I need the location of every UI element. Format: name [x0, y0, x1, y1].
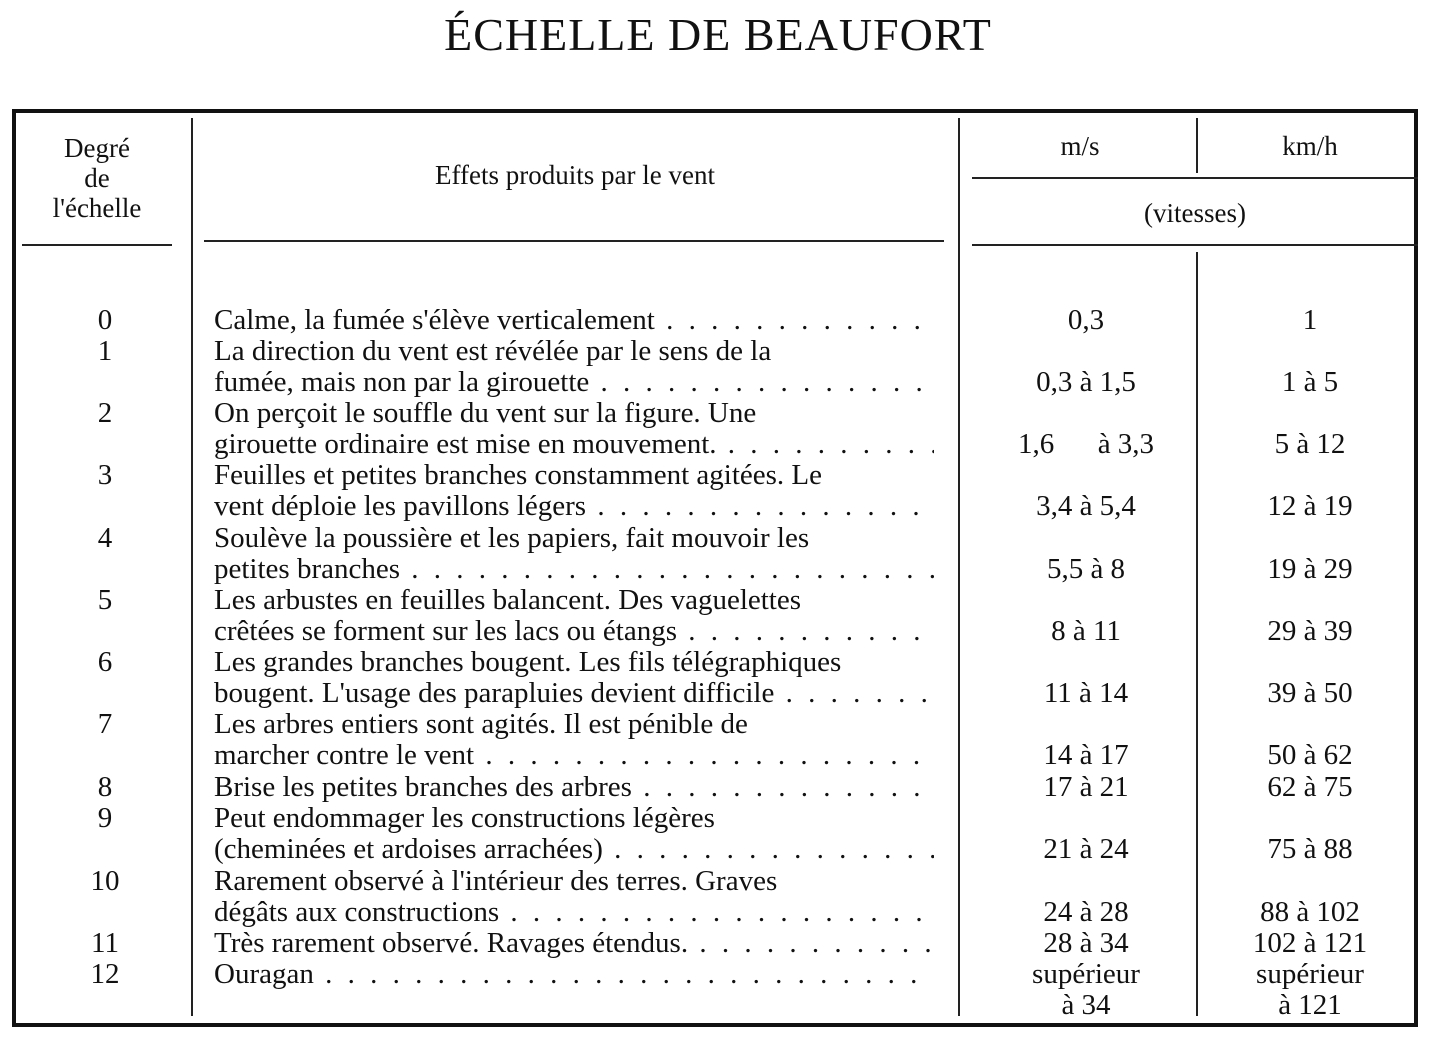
degree-cell: 5 [97, 584, 113, 616]
ms-value: 24 à 28 [1043, 896, 1129, 928]
effects-cell [214, 647, 934, 709]
ms-value: 1,6 à 3,3 [1017, 428, 1155, 460]
ms-cell [976, 367, 1196, 398]
effects-line: (cheminées et ardoises arrachées) . . . [214, 834, 934, 865]
kmh-value: 29 à 39 [1267, 615, 1353, 647]
degree-cell: 0 [97, 304, 113, 336]
kmh-value: 5 à 12 [1274, 428, 1346, 460]
kmh-value: 62 à 75 [1267, 771, 1353, 803]
effects-line: fumée, mais non par la girouette . . . [214, 367, 934, 398]
column-divider [191, 118, 193, 1016]
kmh-cell [1200, 959, 1420, 1021]
effects-line: marcher contre le vent . . . [214, 740, 934, 771]
effects-line: Soulève la poussière et les papiers, fait mouvoir les [214, 523, 810, 554]
kmh-value: 88 à 102 [1260, 896, 1360, 928]
header-degree-line: Degré [64, 133, 130, 163]
effects-line: Très rarement observé. Ravages étendus. . . . [214, 928, 934, 959]
kmh-value: 39 à 50 [1267, 677, 1353, 709]
degree-cell: 7 [97, 708, 113, 740]
degree-cell: 11 [91, 927, 119, 959]
page-title: ÉCHELLE DE BEAUFORT [444, 9, 992, 60]
effects-line: Les grandes branches bougent. Les fils télégraphiques [214, 647, 842, 678]
kmh-cell [1200, 678, 1420, 709]
kmh-value: 19 à 29 [1267, 553, 1353, 585]
kmh-value: 1 [1302, 304, 1318, 336]
effects-cell [214, 928, 934, 959]
kmh-cell [1200, 740, 1420, 771]
kmh-cell [1200, 367, 1420, 398]
ms-value: à 34 [1061, 989, 1111, 1021]
ms-cell [976, 959, 1196, 1021]
kmh-cell [1200, 429, 1420, 460]
effects-line: Rarement observé à l'intérieur des terres. Graves [214, 866, 778, 897]
degree-cell: 2 [97, 397, 113, 429]
degree-cell: 10 [90, 865, 120, 897]
degree-cell: 12 [90, 958, 120, 990]
effects-line: bougent. L'usage des parapluies devient difficile . . . [214, 678, 934, 709]
ms-value: 21 à 24 [1043, 833, 1129, 865]
effects-line: On perçoit le souffle du vent sur la figure. Une [214, 398, 757, 429]
ms-cell [976, 305, 1196, 336]
effects-line: petites branches . . . [214, 554, 934, 585]
effects-cell [214, 460, 934, 522]
effects-line: crêtées se forment sur les lacs ou étangs . . . [214, 616, 934, 647]
ms-cell [976, 772, 1196, 803]
effects-line: Les arbustes en feuilles balancent. Des vaguelettes [214, 585, 802, 616]
ms-value: 3,4 à 5,4 [1036, 490, 1136, 522]
ms-cell [976, 429, 1196, 460]
ms-value: 14 à 17 [1043, 739, 1129, 771]
ms-value: 11 à 14 [1043, 677, 1129, 709]
effects-cell [214, 585, 934, 647]
kmh-value: supérieur [1256, 958, 1364, 990]
kmh-cell [1200, 616, 1420, 647]
kmh-cell [1200, 305, 1420, 336]
kmh-value: à 121 [1278, 989, 1342, 1021]
kmh-value: 75 à 88 [1267, 833, 1353, 865]
degree-cell: 4 [97, 522, 113, 554]
kmh-cell [1200, 772, 1420, 803]
header-rule [22, 244, 172, 246]
header-rule [204, 240, 944, 242]
effects-cell [214, 803, 934, 865]
effects-cell [214, 709, 934, 771]
effects-cell [214, 523, 934, 585]
kmh-value: 50 à 62 [1267, 739, 1353, 771]
effects-line: Feuilles et petites branches constamment agitées. Le [214, 460, 822, 491]
effects-line: Calme, la fumée s'élève verticalement . . . [214, 305, 934, 336]
effects-cell [214, 866, 934, 928]
effects-cell [214, 959, 934, 990]
kmh-value: 12 à 19 [1267, 490, 1353, 522]
effects-line: Les arbres entiers sont agités. Il est pénible de [214, 709, 748, 740]
effects-cell [214, 336, 934, 398]
degree-cell: 3 [97, 459, 113, 491]
effects-line: Brise les petites branches des arbres . . . [214, 772, 934, 803]
ms-value: 0,3 [1067, 304, 1105, 336]
column-divider [1196, 252, 1198, 1016]
kmh-cell [1200, 897, 1420, 928]
effects-cell [214, 398, 934, 460]
ms-value: 17 à 21 [1043, 771, 1129, 803]
ms-cell [976, 678, 1196, 709]
header-degree [22, 133, 172, 223]
ms-value: 8 à 11 [1051, 615, 1121, 647]
ms-value: 28 à 34 [1043, 927, 1129, 959]
degree-cell: 6 [97, 646, 113, 678]
kmh-cell [1200, 554, 1420, 585]
effects-line: La direction du vent est révélée par le sens de la [214, 336, 772, 367]
ms-cell [976, 554, 1196, 585]
header-ms: m/s [1060, 131, 1100, 161]
column-divider [958, 118, 960, 1016]
header-rule [972, 177, 1418, 179]
ms-cell [976, 897, 1196, 928]
kmh-value: 1 à 5 [1281, 366, 1339, 398]
header-kmh: km/h [1282, 131, 1338, 161]
ms-cell [976, 491, 1196, 522]
header-effects: Effets produits par le vent [435, 160, 715, 190]
kmh-value: 102 à 121 [1252, 927, 1368, 959]
header-speeds: (vitesses) [1144, 198, 1246, 228]
ms-value: 5,5 à 8 [1046, 553, 1126, 585]
ms-value: 0,3 à 1,5 [1036, 366, 1136, 398]
kmh-cell [1200, 491, 1420, 522]
degree-cell: 9 [97, 802, 113, 834]
ms-cell [976, 834, 1196, 865]
column-divider [1196, 118, 1198, 173]
effects-line: Ouragan . . . [214, 959, 934, 990]
effects-line: Peut endommager les constructions légères [214, 803, 715, 834]
ms-cell [976, 740, 1196, 771]
effects-cell [214, 305, 934, 336]
ms-value: supérieur [1032, 958, 1140, 990]
header-degree-line: l'échelle [52, 193, 142, 223]
ms-cell [976, 616, 1196, 647]
degree-cell: 1 [97, 335, 113, 367]
header-rule [972, 244, 1418, 246]
ms-cell [976, 928, 1196, 959]
kmh-cell [1200, 834, 1420, 865]
header-degree-line: de [84, 163, 110, 193]
degree-cell: 8 [97, 771, 113, 803]
effects-line: vent déploie les pavillons légers . . . [214, 491, 934, 522]
kmh-cell [1200, 928, 1420, 959]
effects-line: girouette ordinaire est mise en mouvement. . . . [214, 429, 934, 460]
effects-cell [214, 772, 934, 803]
effects-line: dégâts aux constructions . . . [214, 897, 934, 928]
